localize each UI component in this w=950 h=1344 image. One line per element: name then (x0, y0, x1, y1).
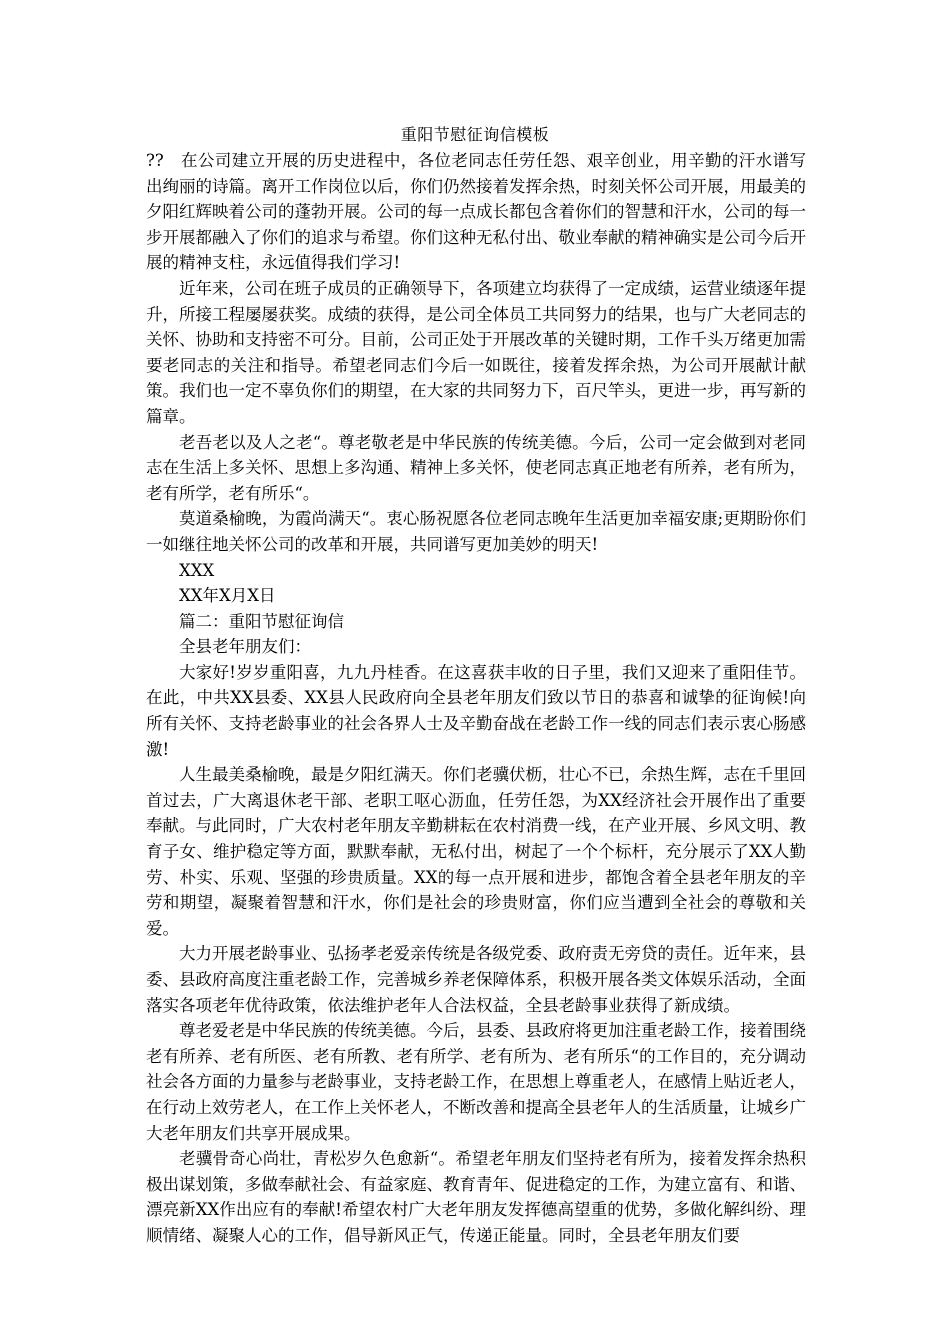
signature: XXX (179, 560, 215, 580)
document-title: 重阳节慰征询信模板 (400, 125, 550, 144)
paragraph: 老吾老以及人之老“。尊老敬老是中华民族的传统美德。今后，公司一定会做到对老同志在生活上多关怀、思想上多沟通、精神上多关怀，使老同志真正地老有所养，老有所为，老有所学，老有所乐“。 (146, 432, 806, 503)
paragraph: 人生最美桑榆晚，最是夕阳红满天。你们老骥伏枥，壮心不已，余热生辉，志在千里回首过去，广大离退休老干部、老职工呕心沥血，任劳任怨，为XX经济社会开展作出了重要奉献。与此同时，广大农村老年朋友辛勤耕耘在农村消费一线，在产业开展、乡风文明、教育子女、维护稳定等方面，默默奉献，无私付出，树起了一个个标杆，充分展示了XX人勤劳、朴实、乐观、坚强的珍贵质量。XX的每一点开展和进步，都饱含着全县老年朋友的辛劳和期望，凝聚着智慧和汗水，你们是社会的珍贵财富，你们应当遭到全社会的尊敬和关爱。 (146, 765, 806, 938)
document-body (146, 148, 806, 1249)
paragraph: 莫道桑榆晚，为霞尚满天“。衷心肠祝愿各位老同志晚年生活更加幸福安康;更期盼你们一如继往地关怀公司的改革和开展，共同谱写更加美妙的明天! (146, 509, 806, 554)
section-heading: 篇二：重阳节慰征询信 (179, 611, 344, 631)
paragraph: 大家好!岁岁重阳喜，九九丹桂香。在这喜获丰收的日子里，我们又迎来了重阳佳节。在此，中共XX县委、XX县人民政府向全县老年朋友们致以节日的恭喜和诚挚的征询候!向所有关怀、支持老龄事业的社会各界人士及辛勤奋战在老龄工作一线的同志们表示衷心肠感激! (146, 662, 806, 759)
paragraph: ?? 在公司建立开展的历史进程中，各位老同志任劳任怨、艰辛创业，用辛勤的汗水谱写出绚丽的诗篇。离开工作岗位以后，你们仍然接着发挥余热，时刻关怀公司开展，用最美的夕阳红辉映着公司的蓬勃开展。公司的每一点成长都包含着你们的智慧和汗水，公司的每一步开展都融入了你们的追求与希望。你们这种无私付出、敬业奉献的精神确实是公司今后开展的精神支柱，永远值得我们学习! (146, 151, 806, 273)
paragraph: 老骥骨奇心尚壮，青松岁久色愈新“。希望老年朋友们坚持老有所为，接着发挥余热积极出谋划策，多做奉献社会、有益家庭、教育青年、促进稳定的工作，为建立富有、和谐、漂亮新XX作出应有的奉献!希望农村广大老年朋友发挥德高望重的优势，多做化解纠纷、理顺情绪、凝聚人心的工作，倡导新风正气，传递正能量。同时，全县老年朋友们要 (146, 1149, 806, 1245)
paragraph: 尊老爱老是中华民族的传统美德。今后，县委、县政府将更加注重老龄工作，接着围绕老有所养、老有所医、老有所教、老有所学、老有所为、老有所乐“的工作目的，充分调动社会各方面的力量参与老龄事业，支持老龄工作，在思想上尊重老人，在感情上贴近老人，在行动上效劳老人，在工作上关怀老人，不断改善和提高全县老年人的生活质量，让城乡广大老年朋友们共享开展成果。 (146, 1021, 806, 1143)
paragraph: 大力开展老龄事业、弘扬孝老爱亲传统是各级党委、政府责无旁贷的责任。近年来，县委、县政府高度注重老龄工作，完善城乡养老保障体系，积极开展各类文体娱乐活动，全面落实各项老年优待政策，依法维护老年人合法权益，全县老龄事业获得了新成绩。 (146, 944, 806, 1015)
salutation: 全县老年朋友们： (179, 637, 311, 657)
date-line: XX年X月X日 (179, 586, 276, 606)
paragraph: 近年来，公司在班子成员的正确领导下，各项建立均获得了一定成绩，运营业绩逐年提升，所接工程屡屡获奖。成绩的获得，是公司全体员工共同努力的结果，也与广大老同志的关怀、协助和支持密不可分。目前，公司正处于开展改革的关键时期，工作千头万绪更加需要老同志的关注和指导。希望老同志们今后一如既往，接着发挥余热，为公司开展献计献策。我们也一定不辜负你们的期望，在大家的共同努力下，百尺竿头，更进一步，再写新的篇章。 (146, 278, 806, 426)
